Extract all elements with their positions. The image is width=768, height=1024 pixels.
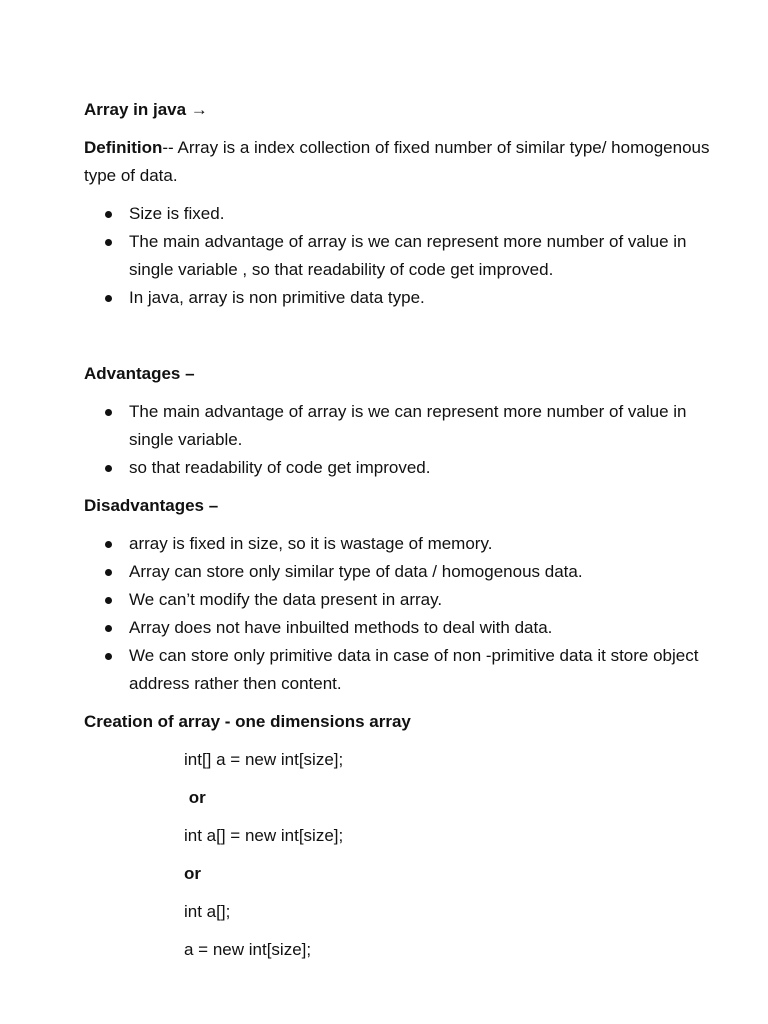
list-item: Size is fixed. <box>84 200 714 228</box>
code-line: a = new int[size]; <box>184 940 312 959</box>
list-item: so that readability of code get improved. <box>84 454 714 482</box>
bullet-icon <box>105 541 112 548</box>
code-or-label: or <box>184 788 206 807</box>
bullet-icon <box>105 653 112 660</box>
list-item: In java, array is non primitive data type. <box>84 284 714 312</box>
bullet-icon <box>105 625 112 632</box>
document-page <box>84 96 714 964</box>
list-item: We can store only primitive data in case of non -primitive data it store object address rather then content. <box>84 642 714 698</box>
list-item: The main advantage of array is we can represent more number of value in single variable. <box>84 398 714 454</box>
disadvantages-heading: Disadvantages – <box>84 496 219 515</box>
code-or-label: or <box>184 864 201 883</box>
list-item: array is fixed in size, so it is wastage of memory. <box>84 530 714 558</box>
definition-text: -- Array is a index collection of fixed number of similar type/ homogenous type of data. <box>84 138 710 185</box>
definition-bullet-list <box>84 200 714 312</box>
bullet-icon <box>105 465 112 472</box>
list-item: The main advantage of array is we can represent more number of value in single variable , so that readability of code get improved. <box>84 228 714 284</box>
definition-paragraph <box>84 134 714 190</box>
bullet-icon <box>105 597 112 604</box>
bullet-icon <box>105 295 112 302</box>
advantages-list <box>84 398 714 482</box>
bullet-icon <box>105 211 112 218</box>
code-line: int[] a = new int[size]; <box>184 750 344 769</box>
document-title: Array in java → <box>84 100 208 119</box>
bullet-icon <box>105 569 112 576</box>
disadvantages-list <box>84 530 714 698</box>
bullet-icon <box>105 409 112 416</box>
code-line: int a[] = new int[size]; <box>184 826 344 845</box>
advantages-heading: Advantages – <box>84 364 195 383</box>
code-line: int a[]; <box>184 902 231 921</box>
list-item: Array can store only similar type of data / homogenous data. <box>84 558 714 586</box>
list-item: We can’t modify the data present in array. <box>84 586 714 614</box>
bullet-icon <box>105 239 112 246</box>
creation-heading: Creation of array - one dimensions array <box>84 712 411 731</box>
definition-label: Definition <box>84 138 163 157</box>
list-item: Array does not have inbuilted methods to deal with data. <box>84 614 714 642</box>
